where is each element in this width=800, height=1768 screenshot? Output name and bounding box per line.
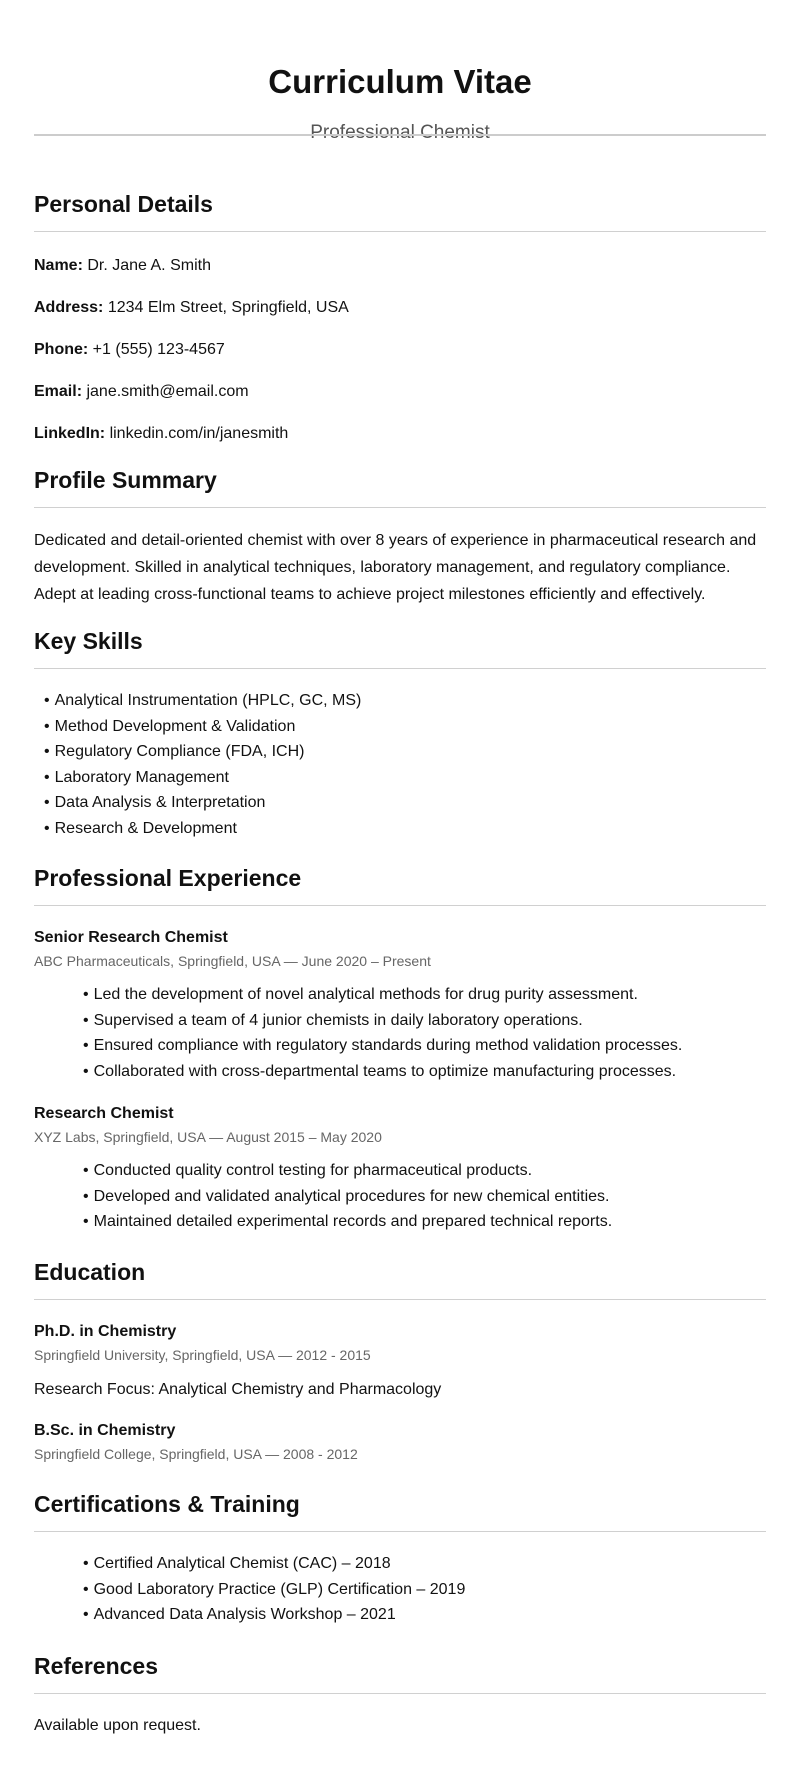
bullet-text: Maintained detailed experimental records and prepared technical reports. [93,1213,613,1230]
job-title: Research Chemist [34,1105,174,1122]
list-item [83,982,766,1008]
degree-title: Ph.D. in Chemistry [34,1323,177,1340]
list-item [44,765,766,791]
bullet-text: Ensured compliance with regulatory standards during method validation processes. [93,1037,683,1054]
personal-label: Name: [34,257,83,274]
section-divider [34,1299,766,1300]
list-item [83,1033,766,1059]
bullet-mark: • [44,768,50,786]
job-bullets [34,982,766,1084]
personal-value: +1 (555) 123-4567 [92,341,225,358]
job-bullets [34,1158,766,1235]
section-divider [34,507,766,508]
bullet-text: Led the development of novel analytical methods for drug purity assessment. [93,986,638,1003]
section-divider [34,1531,766,1532]
job-title: Senior Research Chemist [34,929,228,946]
bullet-mark: • [44,717,50,735]
list-item [44,714,766,740]
personal-linkedin-row [34,424,766,444]
section-title-profile-summary: Profile Summary [34,467,217,493]
skill-text: Analytical Instrumentation (HPLC, GC, MS) [54,692,362,709]
bullet-mark: • [44,743,50,760]
skill-text: Data Analysis & Interpretation [54,794,266,811]
skill-text: Research & Development [54,819,237,837]
personal-label: LinkedIn: [34,425,106,442]
bullet-mark: • [83,1187,89,1205]
section-divider [34,905,766,906]
job-meta: XYZ Labs, Springfield, USA — August 2015 – May 2020 [34,1129,382,1145]
bullet-mark: • [83,1606,89,1623]
personal-label: Phone: [34,341,89,358]
profile-summary-text: Dedicated and detail-oriented chemist with over 8 years of experience in pharmaceutical research and development. Skilled in analytical techniques, laboratory management, and regulatory compliance. Adept at leading cross-functional teams to achieve project milestones efficiently and effectively. [34,532,757,603]
bullet-mark: • [83,1011,89,1029]
personal-email-row [34,382,766,402]
bullet-mark: • [83,986,89,1003]
bullet-mark: • [83,1213,89,1230]
bullet-text: Supervised a team of 4 junior chemists in daily laboratory operations. [93,1011,583,1029]
list-item [83,1577,766,1603]
page-subtitle: Professional Chemist [310,122,490,143]
bullet-mark: • [83,1062,89,1080]
bullet-text: Developed and validated analytical procedures for new chemical entities. [93,1187,610,1205]
header-divider [34,134,766,136]
bullet-mark: • [83,1162,89,1179]
bullet-mark: • [44,692,50,709]
degree-note: Research Focus: Analytical Chemistry and Pharmacology [34,1381,442,1398]
section-divider [34,1693,766,1694]
section-divider [34,668,766,669]
personal-value: linkedin.com/in/janesmith [109,425,289,442]
bullet-mark: • [44,819,50,837]
bullet-text: Collaborated with cross-departmental teams to optimize manufacturing processes. [93,1062,677,1080]
list-item [44,816,766,842]
personal-phone-row [34,340,766,360]
job-meta: ABC Pharmaceuticals, Springfield, USA — June 2020 – Present [34,953,431,969]
degree-meta: Springfield University, Springfield, USA — 2012 - 2015 [34,1347,371,1363]
list-item [83,1551,766,1577]
list-item [44,688,766,714]
section-title-personal-details: Personal Details [34,191,213,217]
personal-label: Email: [34,383,83,400]
certification-text: Advanced Data Analysis Workshop – 2021 [93,1606,396,1623]
section-title-key-skills: Key Skills [34,628,143,654]
list-item [83,1158,766,1184]
references-text: Available upon request. [34,1717,201,1734]
skill-text: Laboratory Management [54,768,229,786]
section-title-professional-experience: Professional Experience [34,865,302,891]
bullet-text: Conducted quality control testing for pharmaceutical products. [93,1162,533,1179]
list-item [83,1008,766,1034]
list-item [83,1602,766,1628]
bullet-mark: • [83,1555,89,1572]
cv-header [34,0,766,144]
bullet-mark: • [83,1580,89,1598]
list-item [44,739,766,765]
bullet-mark: • [44,794,50,811]
personal-value: Dr. Jane A. Smith [87,257,211,274]
certification-text: Good Laboratory Practice (GLP) Certification – 2019 [93,1580,466,1598]
skill-text: Regulatory Compliance (FDA, ICH) [54,743,305,760]
list-item [83,1209,766,1235]
bullet-mark: • [83,1037,89,1054]
skill-text: Method Development & Validation [54,717,296,735]
personal-value: 1234 Elm Street, Springfield, USA [107,299,349,316]
personal-address-row [34,298,766,318]
personal-name-row [34,256,766,276]
personal-value: jane.smith@email.com [86,383,249,400]
degree-title: B.Sc. in Chemistry [34,1422,176,1439]
skills-list [34,688,766,841]
section-title-certifications: Certifications & Training [34,1491,300,1517]
certifications-list [34,1551,766,1628]
list-item [83,1059,766,1085]
degree-meta: Springfield College, Springfield, USA — 2008 - 2012 [34,1446,358,1462]
certification-text: Certified Analytical Chemist (CAC) – 2018 [93,1555,391,1572]
page-title: Curriculum Vitae [268,63,532,100]
section-divider [34,231,766,232]
list-item [83,1184,766,1210]
personal-label: Address: [34,299,104,316]
section-title-education: Education [34,1259,146,1285]
section-title-references: References [34,1653,159,1679]
list-item [44,790,766,816]
